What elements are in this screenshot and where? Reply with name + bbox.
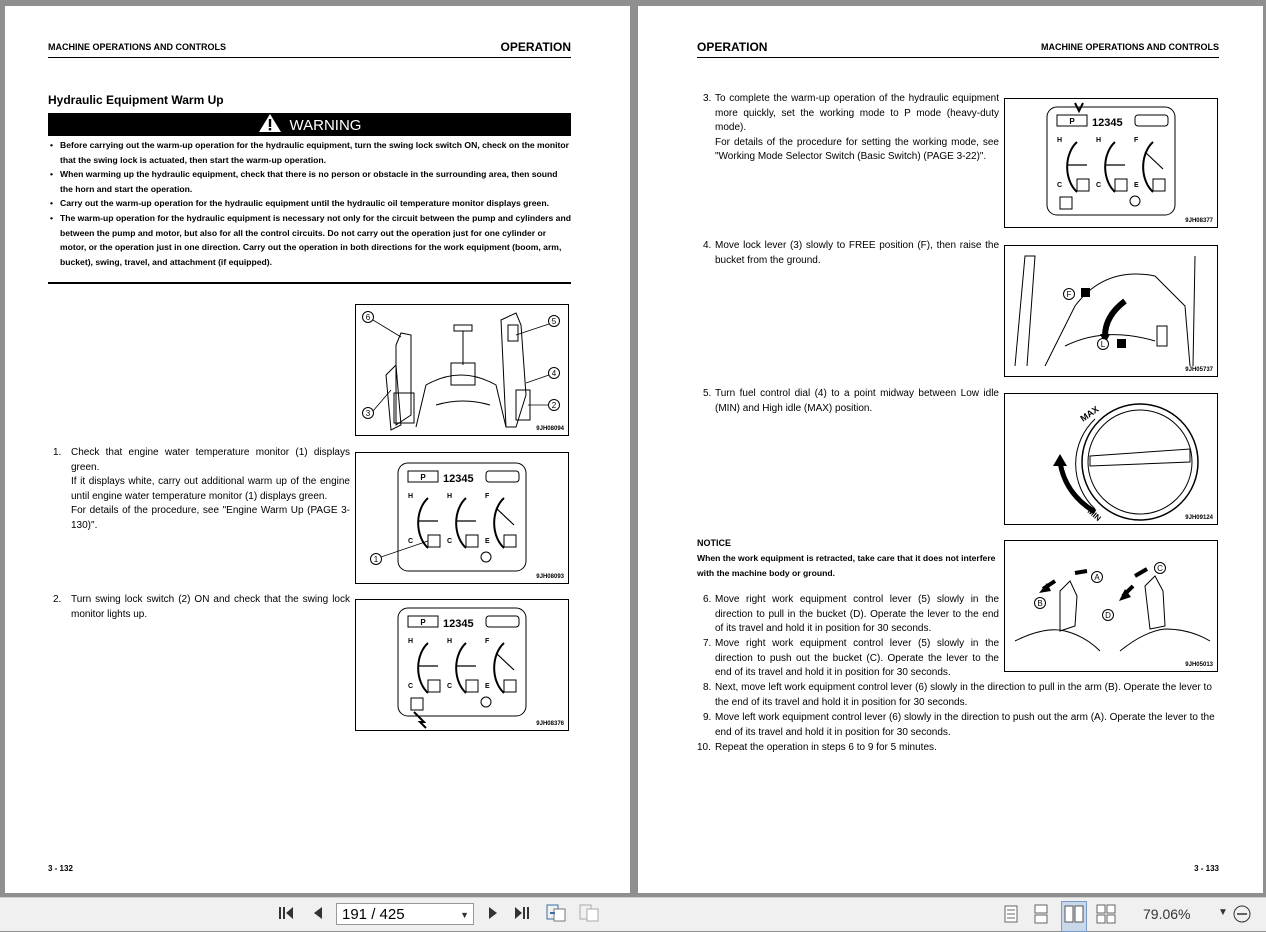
gauge-label: H [447, 638, 453, 645]
notice-title: NOTICE [697, 538, 732, 548]
running-header-right: OPERATION [500, 40, 571, 54]
dial-min-label: MIN [1085, 506, 1103, 523]
gauge-label: F [485, 638, 490, 645]
monitor-illustration [356, 453, 568, 583]
step-number: 5. [703, 388, 712, 399]
section-title: Hydraulic Equipment Warm Up [48, 93, 224, 107]
two-page-icon[interactable] [1061, 901, 1087, 932]
step-3 [697, 92, 999, 165]
mode-indicator: P [420, 473, 426, 482]
step-8 [697, 681, 1221, 710]
callout-label: 3 [365, 409, 371, 418]
gauge-bottom-label: E [485, 538, 490, 545]
step-text: To complete the warm-up operation of the hydraulic equipment more quickly, set the working mode to P mode (heavy-duty mode). For details of the procedure for setting the working mode, see "Working Mode Selector Switch (Basic Switch) (PAGE 3-22)". [715, 93, 999, 163]
fuel-dial-figure [1004, 393, 1218, 525]
previous-view-icon[interactable] [545, 903, 567, 928]
warning-bottom-rule [48, 282, 571, 284]
service-meter-digits: 12345 [443, 473, 474, 485]
cab-controls-figure [355, 304, 569, 436]
gauge-bottom-label: C [408, 538, 414, 545]
control-levers-figure [1004, 540, 1218, 672]
pointer-arrow-icon [414, 712, 426, 728]
last-page-icon[interactable] [513, 904, 531, 927]
zoom-level[interactable]: 79.06% [1143, 906, 1191, 922]
figure-code: 9JH08376 [536, 721, 564, 727]
position-label: F [1066, 290, 1072, 299]
step-number: 9. [703, 712, 712, 723]
gauge-bottom-label: C [1096, 182, 1102, 189]
warning-banner [48, 113, 571, 136]
dial-max-label: MAX [1078, 403, 1101, 424]
callout-label: 2 [551, 401, 557, 410]
gauge-label: H [447, 493, 453, 500]
mode-indicator: P [1069, 117, 1075, 126]
page-number-value: 191 / 425 [342, 906, 405, 923]
step-4 [697, 239, 999, 268]
notice-text: When the work equipment is retracted, take care that it does not interfere with the machine body or ground. [697, 553, 996, 578]
warning-list [48, 138, 571, 269]
figure-code: 9JH05013 [1185, 662, 1213, 668]
step-number: 6. [703, 594, 712, 605]
viewer-toolbar [0, 897, 1266, 931]
step-number: 1. [53, 447, 62, 458]
warning-item: • The warm-up operation for the hydraulic equipment is necessary not only for the circuit between the pump and cylinders and between the pump and motor, but also for all the control circuits. Do not carry out the operation just for one cylinder or motor, or the operation just in one direction. Carry out the operation in both directions for the work equipment (boom, arm, bucket), swing, travel, and attachment (if equipped). [48, 211, 571, 269]
direction-label: D [1105, 611, 1111, 620]
position-label: L [1100, 340, 1106, 349]
step-6 [697, 593, 999, 637]
right-document-page [638, 6, 1263, 893]
step-9 [697, 711, 1221, 740]
direction-label: A [1094, 573, 1100, 582]
step-text: Move right work equipment control lever (5) slowly in the direction to pull in the bucket (D). Operate the lever to the end of its travel and hold it in position for 30 seconds. [715, 594, 999, 635]
warning-item: • Before carrying out the warm-up operation for the hydraulic equipment, turn the swing lock switch ON, check on the monitor that the swing lock is actuated, then start the warm-up operation. [48, 138, 571, 167]
gauge-label: H [408, 493, 414, 500]
step-text: Next, move left work equipment control lever (6) slowly in the direction to pull in the arm (B). Operate the lever to the end of its travel and hold it in position for 30 seconds. [715, 682, 1212, 708]
step-text: Turn swing lock switch (2) ON and check that the swing lock monitor lights up. [71, 594, 350, 620]
chevron-down-icon[interactable]: ▼ [460, 910, 469, 920]
gauge-label: H [1057, 137, 1063, 144]
service-meter-digits: 12345 [1092, 117, 1123, 129]
service-meter-digits: 12345 [443, 618, 474, 630]
step-7 [697, 637, 999, 681]
monitor-figure-1 [355, 452, 569, 584]
header-rule [48, 57, 571, 58]
monitor-illustration [356, 600, 568, 730]
zoom-dropdown-icon[interactable]: ▼ [1218, 907, 1228, 918]
figure-code: 9JH08094 [536, 426, 564, 432]
page-number: 3 - 132 [48, 864, 73, 873]
lock-lever-illustration [1005, 246, 1217, 376]
running-header-right: MACHINE OPERATIONS AND CONTROLS [1040, 42, 1219, 52]
step-number: 8. [703, 682, 712, 693]
step-text: Check that engine water temperature monitor (1) displays green. If it displays white, carry out additional warm up of the engine until engine water temperature monitor (1) displays green. For details of the procedure, see "Engine Warm Up (PAGE 3-130)". [71, 447, 350, 531]
callout-label: 4 [551, 369, 557, 378]
step-number: 3. [703, 93, 712, 104]
left-document-page [5, 6, 630, 893]
step-text: Move lock lever (3) slowly to FREE position (F), then raise the bucket from the ground. [715, 240, 999, 266]
first-page-icon[interactable] [277, 904, 295, 927]
control-levers-illustration [1005, 541, 1217, 671]
gauge-label: F [485, 493, 490, 500]
gauge-bottom-label: C [408, 683, 414, 690]
step-number: 7. [703, 638, 712, 649]
step-number: 10. [697, 742, 711, 753]
step-number: 4. [703, 240, 712, 251]
figure-code: 9JH05737 [1185, 367, 1213, 373]
header-rule [697, 57, 1219, 58]
gauge-bottom-label: E [485, 683, 490, 690]
single-page-icon[interactable] [1002, 904, 1020, 929]
direction-label: C [1157, 564, 1163, 573]
warning-triangle-icon [258, 113, 282, 133]
gauge-bottom-label: C [447, 683, 453, 690]
figure-code: 9JH08377 [1185, 218, 1213, 224]
monitor-illustration [1005, 99, 1217, 227]
callout-label: 1 [373, 555, 379, 564]
fuel-dial-illustration [1005, 394, 1217, 524]
running-header-left: MACHINE OPERATIONS AND CONTROLS [48, 42, 227, 52]
figure-code: 9JH08093 [536, 574, 564, 580]
figure-code: 9JH09124 [1185, 515, 1213, 521]
direction-label: B [1037, 599, 1043, 608]
gauge-label: H [408, 638, 414, 645]
monitor-figure-3 [1004, 98, 1218, 228]
monitor-figure-2 [355, 599, 569, 731]
next-view-icon[interactable] [578, 903, 600, 928]
step-text: Move right work equipment control lever (5) slowly in the direction to push out the bucket (C). Operate the lever to the end of its travel and hold it in position for 30 seconds. [715, 638, 999, 679]
cab-illustration [356, 305, 568, 435]
callout-label: 6 [365, 313, 371, 322]
running-header-left: OPERATION [697, 40, 768, 54]
step-number: 2. [53, 594, 62, 605]
warning-item: • When warming up the hydraulic equipment, check that there is no person or obstacle in the surrounding area, then sound the horn and start the operation. [48, 167, 571, 196]
step-10 [697, 741, 1221, 756]
step-text: Move left work equipment control lever (6) slowly in the direction to push out the arm (A). Operate the lever to the end of its travel and hold it in position for 30 seconds. [715, 712, 1215, 738]
mode-indicator: P [420, 618, 426, 627]
gauge-bottom-label: C [1057, 182, 1063, 189]
page-number-field[interactable] [336, 903, 474, 925]
prev-page-icon[interactable] [309, 904, 327, 927]
page-number: 3 - 133 [1194, 864, 1219, 873]
step-1 [53, 446, 350, 534]
lock-lever-figure [1004, 245, 1218, 377]
next-page-icon[interactable] [484, 904, 502, 927]
warning-item: • Carry out the warm-up operation for the hydraulic equipment until the hydraulic oil temperature monitor displays green. [48, 196, 571, 211]
zoom-out-icon[interactable] [1232, 904, 1252, 929]
step-5 [697, 387, 999, 416]
gauge-bottom-label: E [1134, 182, 1139, 189]
warning-label: WARNING [289, 117, 362, 134]
gauge-label: H [1096, 137, 1102, 144]
gauge-label: F [1134, 137, 1139, 144]
two-page-continuous-icon[interactable] [1096, 904, 1116, 929]
step-text: Repeat the operation in steps 6 to 9 for 5 minutes. [715, 742, 937, 753]
gauge-bottom-label: C [447, 538, 453, 545]
step-2 [53, 593, 350, 622]
callout-label: 5 [551, 317, 557, 326]
step-text: Turn fuel control dial (4) to a point midway between Low idle (MIN) and High idle (MAX) position. [715, 388, 999, 414]
continuous-icon[interactable] [1032, 904, 1050, 929]
